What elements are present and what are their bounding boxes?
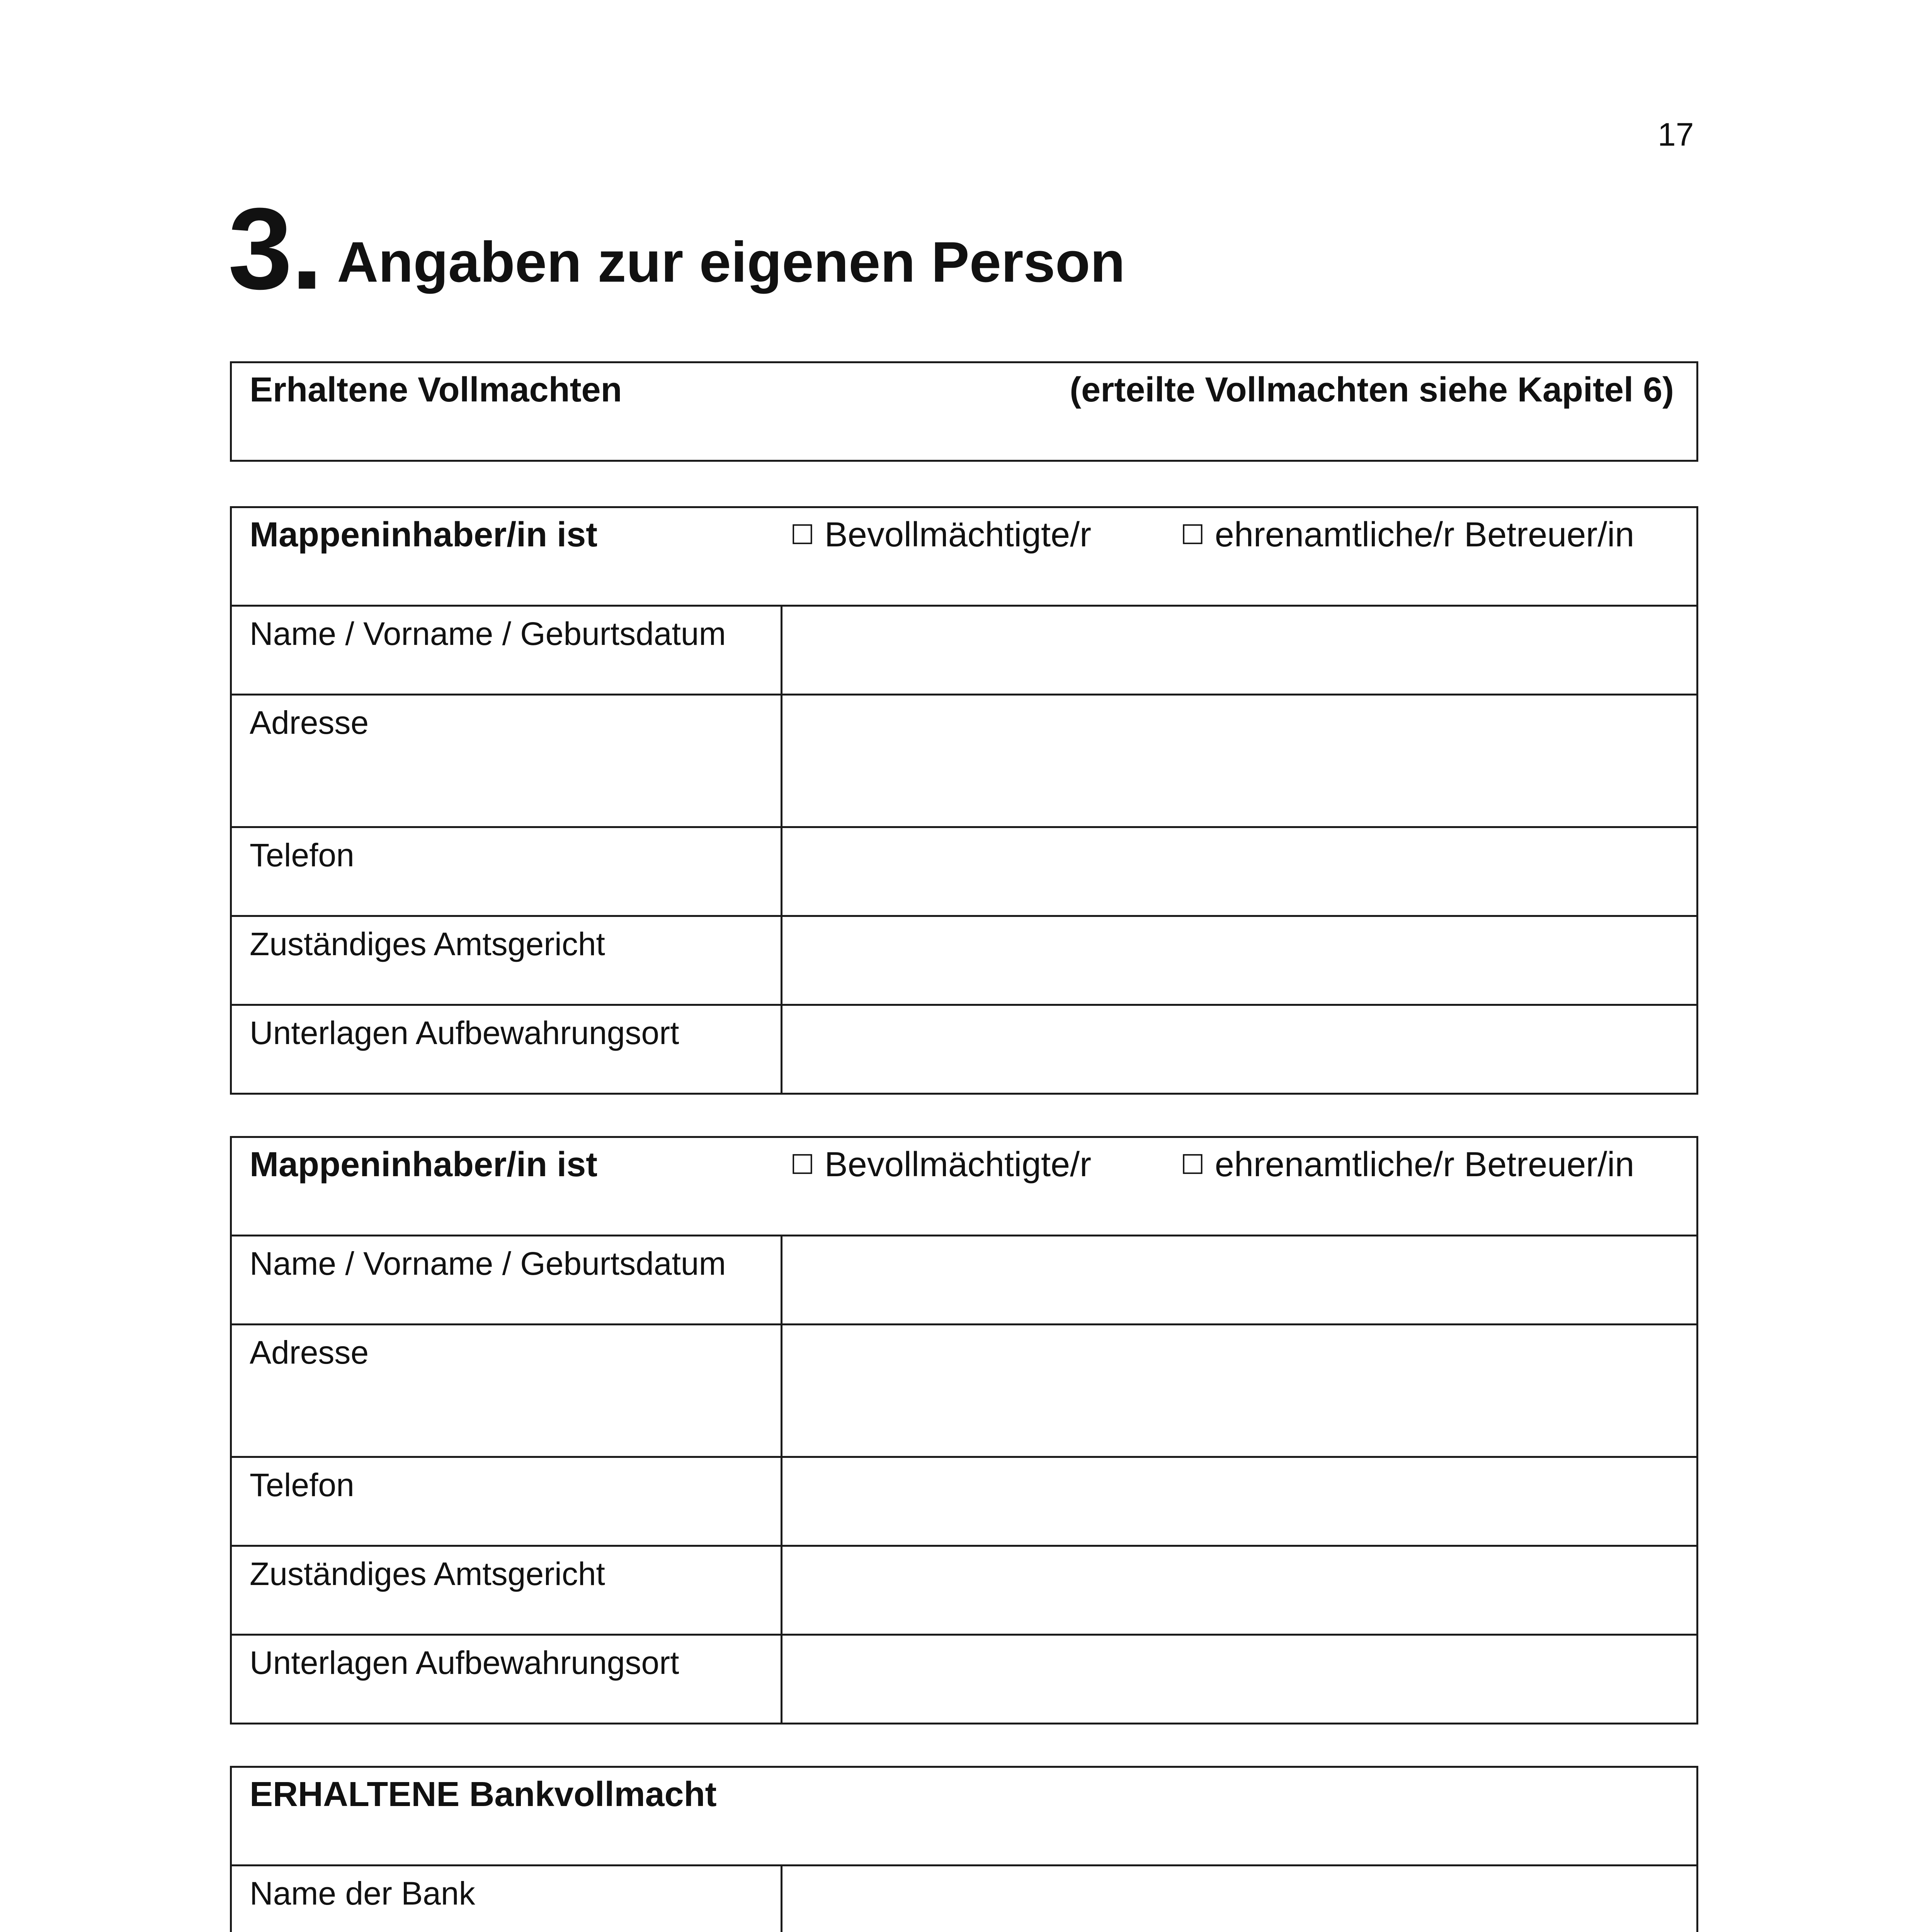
form-row — [232, 1004, 1696, 1093]
row-label: Zuständiges Amtsgericht — [232, 917, 782, 1004]
option-label: Bevollmächtigte/r — [824, 515, 1092, 554]
row-label: Telefon — [232, 1458, 782, 1545]
bank-power-section — [230, 1766, 1698, 1932]
form-row — [232, 1545, 1696, 1634]
option-authorized[interactable] — [790, 1145, 1091, 1185]
holder-header — [232, 508, 1696, 605]
checkbox-icon[interactable]: ☐ — [790, 519, 815, 551]
row-label: Unterlagen Aufbewahrungsort — [232, 1636, 782, 1723]
section-number: 3. — [228, 184, 322, 313]
received-powers-box — [230, 361, 1698, 462]
court-field[interactable] — [782, 917, 1696, 1004]
bank-name-field[interactable] — [782, 1866, 1696, 1932]
row-label: Name / Vorname / Geburtsdatum — [232, 1236, 782, 1323]
form-row — [232, 605, 1696, 694]
option-label: ehrenamtliche/r Betreuer/in — [1214, 1145, 1635, 1184]
checkbox-icon[interactable]: ☐ — [1180, 1149, 1205, 1180]
phone-field[interactable] — [782, 828, 1696, 915]
bank-header — [232, 1768, 1696, 1864]
form-row — [232, 915, 1696, 1004]
form-row — [232, 826, 1696, 915]
holder-title: Mappeninhaber/in ist — [250, 1145, 598, 1184]
storage-location-field[interactable] — [782, 1636, 1696, 1723]
row-label: Unterlagen Aufbewahrungsort — [232, 1006, 782, 1093]
name-field[interactable] — [782, 1236, 1696, 1323]
form-row — [232, 1456, 1696, 1545]
form-row — [232, 694, 1696, 826]
address-field[interactable] — [782, 696, 1696, 826]
holder-header — [232, 1138, 1696, 1235]
row-label: Adresse — [232, 696, 782, 826]
row-label: Name / Vorname / Geburtsdatum — [232, 607, 782, 694]
checkbox-icon[interactable]: ☐ — [1180, 519, 1205, 551]
storage-location-field[interactable] — [782, 1006, 1696, 1093]
phone-field[interactable] — [782, 1458, 1696, 1545]
address-field[interactable] — [782, 1325, 1696, 1456]
holder-section-1 — [230, 506, 1698, 1095]
option-authorized[interactable] — [790, 515, 1091, 555]
holder-title: Mappeninhaber/in ist — [250, 515, 598, 554]
row-label: Adresse — [232, 1325, 782, 1456]
form-row — [232, 1323, 1696, 1456]
page-number: 17 — [1658, 116, 1694, 153]
section-title: Angaben zur eigenen Person — [337, 230, 1125, 294]
holder-section-2 — [230, 1136, 1698, 1725]
form-row — [232, 1235, 1696, 1323]
row-label: Name der Bank — [232, 1866, 782, 1932]
name-field[interactable] — [782, 607, 1696, 694]
row-label: Telefon — [232, 828, 782, 915]
court-field[interactable] — [782, 1547, 1696, 1634]
form-row — [232, 1864, 1696, 1932]
option-guardian[interactable] — [1180, 1145, 1634, 1185]
received-powers-note: (erteilte Vollmachten siehe Kapitel 6) — [1070, 371, 1674, 409]
option-guardian[interactable] — [1180, 515, 1634, 555]
form-row — [232, 1634, 1696, 1723]
section-heading — [228, 182, 1125, 315]
checkbox-icon[interactable]: ☐ — [790, 1149, 815, 1180]
option-label: ehrenamtliche/r Betreuer/in — [1214, 515, 1635, 554]
row-label: Zuständiges Amtsgericht — [232, 1547, 782, 1634]
received-powers-label: Erhaltene Vollmachten — [250, 371, 622, 409]
option-label: Bevollmächtigte/r — [824, 1145, 1092, 1184]
bank-title: ERHALTENE Bankvollmacht — [250, 1775, 717, 1814]
received-powers-header — [232, 363, 1696, 460]
